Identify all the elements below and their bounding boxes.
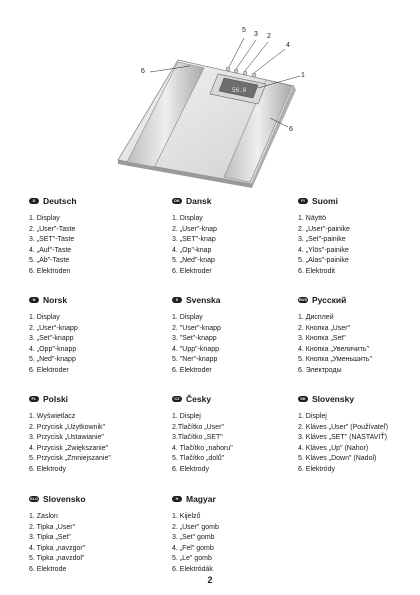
list-item: 6. Elektroden: [29, 267, 71, 275]
section-heading: [29, 195, 151, 207]
parts-list: [298, 313, 420, 377]
list-item: 3. "Set"-knapp: [172, 335, 217, 343]
list-item: 4. Kláves „Up" (Nahor): [298, 444, 369, 452]
section-heading: [298, 294, 420, 306]
list-item: 3. „Set"-knapp: [29, 335, 74, 343]
list-item: 4. „Opp"-knapp: [29, 345, 77, 353]
list-item: 5. Przycisk „Zmniejszanie": [29, 455, 111, 463]
section-heading: [29, 493, 151, 505]
list-item: 2. Tipka „User": [29, 523, 76, 531]
list-item: 1. Display: [172, 215, 203, 222]
section-slovensko: [29, 493, 151, 576]
country-badge: N: [29, 297, 39, 303]
section-heading: [29, 393, 151, 405]
list-item: 4. „Ylös"-painike: [298, 246, 349, 254]
list-item: 6. Elektrody: [172, 465, 209, 473]
country-badge: H: [172, 496, 182, 502]
section-title: Suomi: [312, 196, 338, 206]
callout-4: 4: [286, 42, 290, 49]
list-item: 4. Кнопка „Увеличить": [298, 345, 370, 353]
list-item: 5. „Le" gomb: [172, 555, 212, 563]
country-badge: DK: [172, 198, 182, 204]
list-item: 5. Tipka „navzdol": [29, 555, 85, 563]
country-badge: D: [29, 198, 39, 204]
section-russkiy: [298, 294, 420, 377]
list-item: 2. „User"-knapp: [29, 324, 78, 332]
section-heading: [172, 393, 294, 405]
list-item: 5. „Ab"-Taste: [29, 257, 70, 265]
section-title: Česky: [186, 394, 212, 404]
section-cesky: [172, 393, 294, 476]
parts-list: [29, 412, 151, 476]
parts-list: [29, 313, 151, 377]
section-deutsch: [29, 195, 151, 278]
list-item: 2. Kláves „User" (Používateľ): [298, 423, 389, 431]
list-item: 2. Кнопка „User": [298, 324, 351, 332]
section-magyar: [172, 493, 294, 576]
parts-list: [298, 214, 420, 278]
list-item: 6. Электроды: [298, 366, 342, 374]
section-title: Русский: [312, 295, 347, 305]
country-badge: SK: [298, 396, 308, 402]
section-svenska: [172, 294, 294, 377]
list-item: 4. Tipka „navzgor": [29, 544, 86, 552]
parts-list: [172, 214, 294, 278]
country-badge: S: [172, 297, 182, 303]
section-heading: [29, 294, 151, 306]
section-heading: [172, 493, 294, 505]
list-item: 1. Displej: [298, 413, 327, 420]
page-number: 2: [207, 575, 213, 585]
list-item: 6. Elektroder: [172, 366, 212, 374]
parts-list: [29, 512, 151, 576]
list-item: 3.Tlačítko „SET": [172, 434, 223, 442]
list-item: 6. Elektrodit: [298, 267, 335, 275]
list-item: 1. Display: [29, 314, 60, 321]
list-item: 1. Kijelző: [172, 513, 201, 520]
list-item: 5. „Alas"-painike: [298, 257, 349, 265]
section-heading: [298, 393, 420, 405]
section-dansk: [172, 195, 294, 278]
section-title: Magyar: [186, 494, 216, 504]
list-item: 5. „Ned"-knap: [172, 257, 215, 265]
list-item: 3. „SET"-knap: [172, 236, 216, 244]
section-heading: [172, 195, 294, 207]
parts-list: [298, 412, 420, 476]
section-title: Deutsch: [43, 196, 77, 206]
country-badge: CZ: [172, 396, 182, 402]
section-title: Norsk: [43, 295, 68, 305]
country-badge: SLO: [29, 497, 39, 501]
section-title: Svenska: [186, 295, 221, 305]
list-item: 2. „User" gomb: [172, 523, 219, 531]
list-item: 4. „Auf"-Taste: [29, 246, 72, 254]
list-item: 1. Zaslon: [29, 513, 58, 520]
country-badge: PL: [29, 396, 39, 402]
section-polski: [29, 393, 151, 476]
section-heading: [172, 294, 294, 306]
list-item: 3. Tipka „Set": [29, 534, 71, 542]
parts-list: [172, 512, 294, 576]
list-item: 2. „User"-knap: [172, 225, 217, 233]
list-item: 3. Kláves „SET" (NASTAVIŤ): [298, 434, 387, 442]
callout-3: 3: [254, 31, 258, 38]
list-item: 3. Кнопка „Set": [298, 335, 346, 343]
section-heading: [298, 195, 420, 207]
list-item: 3. „Set" gomb: [172, 534, 215, 542]
list-item: 1. Дисплей: [298, 314, 334, 321]
callout-1: 1: [301, 72, 305, 79]
list-item: 1. Display: [172, 314, 203, 321]
list-item: 6. Elektroder: [29, 366, 69, 374]
list-item: 5. „Ned"-knapp: [29, 356, 76, 364]
section-title: Slovensky: [312, 394, 355, 404]
list-item: 1. Näyttö: [298, 215, 327, 222]
parts-list: [29, 214, 151, 278]
list-item: 4. Tlačítko „nahoru": [172, 444, 233, 452]
parts-list: [172, 313, 294, 377]
country-badge: FI: [298, 198, 308, 204]
section-title: Polski: [43, 394, 69, 404]
list-item: 4. „Fel" gomb: [172, 544, 214, 552]
list-item: 3. Przycisk „Ustawianie": [29, 434, 104, 442]
list-item: 1. Displej: [172, 413, 201, 420]
section-slovensky: [298, 393, 420, 476]
list-item: 4. Przycisk „Zwiększanie": [29, 444, 109, 452]
country-badge: RUS: [298, 298, 308, 302]
section-suomi: [298, 195, 420, 278]
callout-6-right: 6: [289, 126, 293, 133]
list-item: 4. "Upp"-knapp: [172, 345, 219, 353]
callout-2: 2: [267, 33, 271, 40]
list-item: 5. Kláves „Down" (Nadol): [298, 455, 377, 463]
list-item: 6. Elektroder: [172, 267, 212, 275]
list-item: 6. Elektrody: [29, 465, 66, 473]
list-item: 6. Elektródy: [298, 465, 335, 473]
list-item: 5. Кнопка „Уменьшить": [298, 356, 373, 364]
list-item: 6. Elektrode: [29, 565, 67, 573]
list-item: 2.Tlačítko „User": [172, 423, 224, 431]
section-title: Dansk: [186, 196, 212, 206]
section-norsk: [29, 294, 151, 377]
list-item: 5. "Ner"-knapp: [172, 356, 218, 364]
list-item: 2. „User"-painike: [298, 225, 350, 233]
list-item: 2. "User"-knapp: [172, 324, 221, 332]
parts-list: [172, 412, 294, 476]
list-item: 2. „User"-Taste: [29, 225, 76, 233]
list-item: 3. „SET"-Taste: [29, 236, 75, 244]
list-item: 5. Tlačítko „dolů": [172, 455, 225, 463]
list-item: 1. Wyświetlacz: [29, 413, 76, 420]
list-item: 4. „Op"-knap: [172, 246, 212, 254]
list-item: 3. „Set"-painike: [298, 236, 346, 244]
callout-6-left: 6: [141, 68, 145, 75]
list-item: 1. Display: [29, 215, 60, 222]
list-item: 2. Przycisk „Użytkownik": [29, 423, 105, 431]
display-reading-text: 56.6: [232, 87, 247, 94]
section-title: Slovensko: [43, 494, 86, 504]
list-item: 6. Elektródák: [172, 565, 213, 573]
callout-5: 5: [242, 27, 246, 34]
